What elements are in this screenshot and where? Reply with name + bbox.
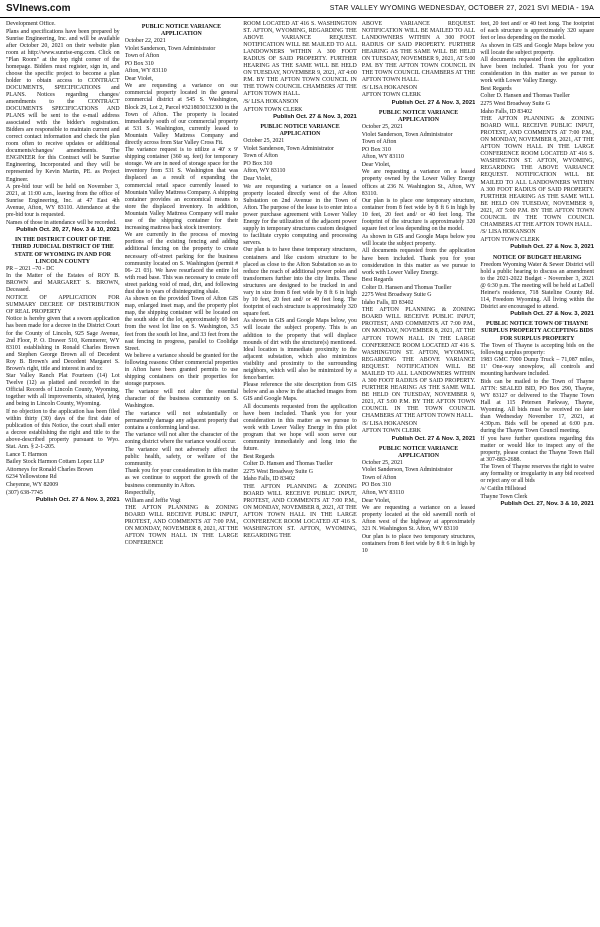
column-3	[243, 21, 357, 923]
column-2	[125, 21, 239, 923]
notice-paragraph: The Town of Thayne is accepting bids on the following surplus property:	[480, 342, 594, 356]
notice-paragraph: NOTICE OF APPLICATION FOR SUMMARY DECREE OF DISTRIBUTION OF REAL PROPERTY	[6, 294, 120, 315]
notice-paragraph: October 25, 2021	[361, 124, 403, 131]
notice-paragraph: Idaho Falls, ID 83402	[361, 299, 414, 306]
notice-paragraph: Violet Sanderson, Town Administrator	[124, 45, 216, 52]
notice-paragraph: Bailey Stock Harmon Cottam Lopez LLP	[6, 459, 104, 466]
notice-paragraph: Dear Violet,	[124, 75, 154, 82]
notice-paragraph: Town of Afton	[243, 153, 278, 160]
notice-paragraph: Cheyenne, WY 82009	[6, 482, 59, 488]
notice-paragraph: The variance will not adversely affect the public health, safety, or welfare of the community.	[124, 446, 239, 467]
notice-paragraph: feet, 20 feet and/ or 40 feet long. The footprint of each structure is approximately 320 square feet or less depending on the model.	[480, 21, 594, 42]
publish-line: Publish Oct. 27, Nov. 3 & 10, 2021	[500, 501, 594, 508]
notice-paragraph: Town of Afton	[124, 53, 160, 60]
notice-paragraph: As shown in GIS and Google Maps below you will locate the subject property.	[361, 233, 476, 247]
notice-paragraph: Thayne Town Clerk	[480, 493, 528, 500]
notice-paragraph: Plans and specifications have been prepared by Sunrise Engineering, Inc. and will be available after October 20, 2021 on their website plan room at http://www.sunrise-eng.com. Click on "Plan Room" at the top right corner of the homepage. Bidders must register, sign in, and choose the specific project to become a plan holder to obtain access to CONTRACT DOCUMENTS, SPECIFICATIONS and PLANS. Notices regarding changes/ amendments to the CONTRACT DOCUMENTS SPECIFICATIONS AND PLANS will be sent to the e-mail address associated with the bidder's registration. Bidders are responsible to maintain current and correct contact information and check the plan room often to receive updates or additional documents/changes/ amendments. The ENGINEER for this Contract will be Sunrise Engineering, Incorporated and they will be represented by Kevin Martin, PE. as Project Engineer.	[6, 28, 120, 183]
column-1	[6, 21, 120, 923]
notice-paragraph: The variance request is to utilize a 40' x 9' shipping container (360 sq. feet) for temporary storage. We are in need of storage space for the inventory from 531 S. Washington that was displaced as a result of expanding the commercial retail space currently leased to Mountain Valley Mattress Company. A shipping container provides an economical means to store the displaced inventory. In addition, Mountain Valley Mattress Company will make use of the shipping container for their increasing mattress back stock inventory.	[124, 147, 239, 231]
notice-paragraph: Freedom Wyoming Water & Sewer District will hold a public hearing to discuss an amendment to the 2021-2022 Budget - November 3, 2021 @ 6:30 p.m. The meeting will be held at LaDell Heiner's residence, 718 Stateline County Rd. 114, Freedom Wyoming. All living within the District are encouraged to attend.	[480, 261, 594, 310]
notice-paragraph: Our plan is to place one temporary structure, container from 8 feet wide by 8 ft 6 in high by 10 feet, 20 feet and/ or 40 feet long. The footprint of the structure is approximately 320 square feet or less depending on the model.	[361, 198, 476, 233]
notice-paragraph: Lance T. Harmon	[6, 451, 48, 458]
notice-paragraph: 1983 GMC 7000 Dump Truck – 71,087 miles, 11' One-way snowplow, all controls and mounting hardware included.	[480, 357, 594, 378]
notice-paragraph: As shown on the provided Town of Afton GIS map, enlarged inset map, and the property plot map, the shipping container will be located on the south side of the lot, approximately 60 feet from the west lot line on S. Washington, 3.5 feet from the south lot line, and 33 feet from the east fencing in progress, parallel to Coolidge Street.	[124, 296, 239, 352]
notice-heading: PUBLIC NOTICE VARIANCE APPLICATION	[378, 445, 459, 459]
publish-line: Publish Oct. 27 & Nov. 3, 2021	[510, 311, 594, 318]
notice-paragraph: PO Box 310	[361, 146, 391, 153]
notice-paragraph: All documents requested from the application have been included. Thank you for your consideration in this matter as we pursue to work with Lower Valley Energy in this pilot program that we hope will soon serve our community immediately and long into the future.	[243, 403, 357, 453]
notice-paragraph: Our plan is to have these temporary structures, containers and like custom structure to be placed as close to the Afton Substation so as to reduce the reach of additional power poles and transformers further into the city limits. These structures are designed to be trucked in and vary in size from 8 feet wide by 8 ft 6 in high by 10 feet, 20 feet and/ or 40 feet long. The footprint of each structure is approximately 320 square feet.	[243, 247, 357, 317]
notice-paragraph: Afton, WY 83110	[361, 490, 404, 496]
notice-paragraph: We are requesting a variance on a leased property owned by the Lower Valley Energy offices at 236 N. Washington St., Afton, WY 83110.	[361, 169, 476, 197]
site-name: SVInews.com	[6, 3, 71, 14]
notice-heading: IN THE DISTRICT COURT OF THE THIRD JUDICIAL DISTRICT OF THE STATE OF WYOMING IN AND FOR LINCOLN COUNTY	[11, 237, 114, 265]
notice-paragraph: /S/ LISA HOKANSON	[361, 420, 418, 427]
notice-paragraph: ABOVE VARIANCE REQUEST. NOTIFICATION WILL BE MAILED TO ALL LANDOWNERS WITHIN A 300 FOOT RADIUS OF SAID PROPERTY. FURTHER HEARING AS THE SAME WILL BE HELD ON TUESDAY, NOVEMBER 9, 2021, AT 5:00 P.M. BY THE AFTON TOWN COUNCIL IN THE TOWN COUNCIL CHAMBERS AT THE AFTON TOWN HALL.	[361, 21, 476, 84]
notice-paragraph: Best Regards	[243, 453, 275, 460]
notice-paragraph: The variance will not alter the essential character of the business community on S. Washington.	[124, 388, 239, 409]
publish-line: Publish Oct. 27 & Nov. 3, 2021	[391, 100, 476, 107]
notice-paragraph: Idaho Falls, ID 83402	[480, 108, 533, 115]
notice-paragraph: AFTON TOWN CLERK	[361, 428, 422, 435]
notice-paragraph: PO Box 310	[124, 60, 154, 67]
notice-paragraph: Star Valley Ranch Plat Fourteen (14) Lot Twelve (12) as platted and recorded in the Official Records of Lincoln County, Wyoming, together with all improvements, situated, lying and being in Lincoln County, Wyoming.	[6, 373, 120, 408]
notice-paragraph: Colter D. Hansen and Thomas Tueller	[243, 461, 333, 468]
notice-paragraph: Violet Sanderson, Town Administrator	[361, 467, 453, 474]
publish-line: Publish Oct. 27 & Nov. 3, 2021	[391, 435, 476, 442]
notice-paragraph: /S/ LISA HOKANSON	[243, 99, 299, 106]
notice-paragraph: Names of those in attendance will be recorded.	[6, 219, 117, 226]
notice-paragraph: THE AFTON PLANNING & ZONING BOARD WILL RECEIVE PUBLIC INPUT, PROTEST, AND COMMENTS AT 7:00 P.M., ON MONDAY, NOVEMBER 8, 2021, AT THE AFTON TOWN HALL IN THE LARGE CONFERENCE ROOM LOCATED AT 416 S. WASHINGTON ST. AFTON, WYOMING, REGARDING THE ABOVE VARIANCE REQUEST. NOTIFICATION WILL BE MAILED TO ALL LANDOWNERS WITHIN A 300 FOOT RADIUS OF SAID PROPERTY. FURTHER HEARING AS THE SAME WILL BE HELD ON TUESDAY, NOVEMBER 9, 2021, AT 5:00 P.M. BY THE AFTON TOWN COUNCIL IN THE TOWN COUNCIL CHAMBERS AT THE AFTON TOWN HALL.	[480, 116, 594, 228]
notice-paragraph: As shown in GIS and Google Maps below you will locate the subject property.	[480, 42, 594, 56]
notice-paragraph: October 25, 2021	[243, 138, 285, 145]
notice-paragraph: We are requesting a variance on a leased property located directly west of the Afton Substation on 2nd Avenue in the Town of Afton. The purpose of the lease is to enter into a power purchase agreement with Lower Valley Energy for the utilization of the adjacent power supply in temporary structures custom designed to facilitate crypto computing and processing servers.	[243, 183, 357, 246]
notice-paragraph: /S/ LISA HOKANSON	[480, 229, 536, 236]
notice-paragraph: All documents requested from the application have been included. Thank you for your consideration in this matter as we pursue to work with Lower Valley Energy.	[361, 248, 476, 276]
notice-paragraph: Attorneys for Ronald Charles Brown	[6, 466, 94, 473]
page-folio: STAR VALLEY WYOMING WEDNESDAY, OCTOBER 27, 2021 SVI MEDIA - 19A	[329, 5, 594, 12]
notice-paragraph: PR – 2021 –70 - DC	[6, 265, 55, 272]
notice-paragraph: Dear Violet,	[243, 175, 272, 182]
notice-paragraph: Best Regards	[361, 277, 394, 284]
column-5	[480, 21, 594, 923]
notice-paragraph: All documents requested from the application have been included. Thank you for your consideration in this matter as we pursue to work with Lower Valley Energy.	[480, 57, 594, 85]
notice-paragraph: October 25, 2021	[361, 459, 403, 466]
notice-paragraph: THE AFTON PLANNING & ZONING BOARD WILL RECEIVE PUBLIC INPUT, PROTEST, AND COMMENTS AT 7:00 P.M., ON MONDAY, NOVEMBER 8, 2021, AT THE AFTON TOWN HALL IN THE LARGE CONFERENCE ROOM LOCATED AT 416 S. WASHINGTON ST. AFTON, WYOMING, REGARDING THE	[243, 484, 357, 540]
publish-line: Publish Oct. 27 & Nov. 3, 2021	[35, 497, 120, 504]
notice-paragraph: Our plan is to place two temporary structures, containers from 8 feet wide by 8 ft 6 in high by 10	[361, 533, 476, 554]
notice-paragraph: /s/ Caitlin Hillstead	[480, 486, 527, 492]
notice-paragraph: 6234 Yellowstone Rd	[6, 474, 57, 481]
notice-heading: PUBLIC NOTICE TOWN OF THAYNE SURPLUS PROPERTY ACCEPTING BIDS FOR SURPLUS PROPERTY	[481, 321, 594, 342]
notice-paragraph: Afton, WY 83110	[124, 68, 167, 75]
publish-line: Publish Oct. 27 & Nov. 3, 2021	[510, 244, 594, 251]
notice-paragraph: The Town of Thayne reserves the right to waive any formality or irregularity in any bid received or reject any or all bids	[480, 464, 594, 485]
notice-paragraph: A pre-bid tour will be held on November 3, 2021, at 11:00 a.m., leaving from the office of Sunrise Engineering, Inc. at 47 East 4th Avenue, Afton, WY 83110. Attendance at the pre-bid tour is requested.	[6, 184, 120, 219]
notice-paragraph: Bids can be mailed to the Town of Thayne ATTN: SEALED BID, PO Box 290, Thayne, WY 83127 or delivered to the Thayne Town Hall at 115 Petersen Parkway, Thayne, Wyoming. All bids must be received no later than Wednesday November 17, 2021, at 4:30p.m. Bids will be opened at 6:00 p.m. during the Thayne Town Council meeting.	[480, 378, 594, 435]
notice-paragraph: Town of Afton	[361, 474, 397, 481]
notice-paragraph: William and Jeffie Vogt	[124, 497, 181, 504]
notice-paragraph: As shown in GIS and Google Maps below, you will locate the subject property. This is an addition to the property that will displace mounds of dirt with the structure(s) mentioned. Ideal location is immediate proximity to the adjacent substation, which also minimizes visibility and proximity to the surrounding neighbors, which will also be minimized by a fence/barrier.	[243, 318, 357, 381]
notice-paragraph: AFTON TOWN CLERK	[361, 92, 422, 99]
notice-paragraph: 2275 West Broadway Suite G	[480, 101, 551, 108]
notice-heading: PUBLIC NOTICE VARIANCE APPLICATION	[141, 24, 222, 38]
notice-paragraph: The variance will not substantially or permanently damage any adjacent property that contains a conforming land use.	[124, 410, 239, 431]
notice-paragraph: The variance will not alter the character of the zoning district where the variance would occur.	[124, 432, 239, 446]
notice-paragraph: Development Office.	[6, 21, 56, 27]
notice-paragraph: October 22, 2021	[124, 38, 166, 45]
notice-paragraph: Colter D. Hansen and Thomas Tueller	[361, 284, 452, 291]
notice-paragraph: (307) 638-7745	[6, 489, 43, 496]
publish-line: Publish Oct. 20, 27, Nov. 3 & 10, 2021	[16, 227, 120, 234]
notice-paragraph: /S/ LISA HOKANSON	[361, 84, 418, 91]
notice-paragraph: PO Box 310	[243, 160, 273, 167]
notice-paragraph: 2275 West Broadway Suite G	[361, 292, 432, 299]
notice-paragraph: Please reference the site description from GIS below and as show in the attached images from GIS and Google Maps.	[243, 382, 357, 403]
column-4	[362, 21, 476, 923]
notice-paragraph: We believe a variance should be granted for the following reasons: Other commercial properties in Afton have been granted permits to use shipping containers on their properties for storage purposes.	[124, 353, 239, 388]
notice-paragraph: Dear Violet,	[361, 497, 391, 504]
page-header	[0, 0, 600, 18]
notice-paragraph: PO Box 310	[361, 482, 391, 489]
notice-paragraph: We are currently in the process of moving portions of the existing fencing and adding additional fencing on the property to create necessary off-street parking for the business community located on S. Washington (permit # 06- 21 03). We have resurfaced the entire lot with road base. This was necessary to create off street parking void of mud, dirt, and following dust due to years of disintegrating shale.	[124, 232, 239, 295]
notice-paragraph: Thank you for your consideration in this matter as we continue to support the growth of the business community in Afton.	[124, 468, 239, 489]
notice-paragraph: Violet Sanderson, Town Administrator	[361, 131, 453, 138]
publish-line: Publish Oct. 27 & Nov. 3, 2021	[273, 114, 357, 121]
legal-notices-columns	[0, 18, 600, 923]
notice-paragraph: In the Matter of the Estates of ROY B. BROWN and MARGARET S. BROWN, Deceased.	[6, 273, 120, 294]
notice-paragraph: Town of Afton	[361, 139, 397, 146]
notice-paragraph: 2275 West Broadway Suite G	[243, 468, 313, 475]
notice-heading: PUBLIC NOTICE VARIANCE APPLICATION	[378, 110, 459, 124]
notice-paragraph: Notice is hereby given that a sworn application has been made for a decree in the District Court for the County of Lincoln, 925 Sage Avenue, 2nd Floor, P. O. Drawer 510, Kemmerer, WY 83101 establishing in Ronald Charles Brown and Stephen George Brown all of Decedent Roy B. Brown's and Decedent Margaret S. Brown's right, title and interest in and to:	[6, 316, 120, 372]
notice-paragraph: Violet Sanderson, Town Administrator	[243, 145, 334, 152]
notice-paragraph: Idaho Falls, ID 83402	[243, 476, 295, 483]
notice-paragraph: If no objection to the application has been filed within thirty (30) days of the first date of publication of this Notice, the court shall enter a decree establishing the right and title to the above-described property pursuant to Wyo. Stat. Ann. § 2-1-205.	[6, 409, 120, 451]
notice-paragraph: Best Regards	[480, 85, 512, 92]
notice-paragraph: Afton, WY 83110	[361, 154, 404, 161]
notice-paragraph: Respectfully,	[124, 490, 156, 497]
notice-paragraph: Afton, WY 83110	[243, 168, 286, 175]
notice-paragraph: We are requesting a variance on our commercial property located in the general commercial district at 545 S. Washington, Block 29, Lot 2, Parcel #3218030132300 in the Town of Afton. The property is located immediately south of our commercial property at 531 S. Washington, currently leased to Mountain Valley Mattress Company and directly across from Star Valley Cross Fit.	[124, 83, 239, 146]
notice-paragraph: AFTON TOWN CLERK	[480, 236, 540, 243]
notice-paragraph: We are requesting a variance on a leased property located at the old sawmill north of Afton west of the highway at approximately 321 N. Washington St. Afton, WY 83110	[361, 505, 476, 533]
notice-paragraph: THE AFTON PLANNING & ZONING BOARD WILL RECEIVE PUBLIC INPUT, PROTEST, AND COMMENTS AT 7:00 P.M., ON MONDAY, NOVEMBER 8, 2021, AT THE AFTON TOWN HALL IN THE LARGE CONFERENCE ROOM LOCATED AT 416 S. WASHINGTON ST. AFTON, WYOMING, REGARDING THE ABOVE VARIANCE REQUEST. NOTIFICATION WILL BE MAILED TO ALL LANDOWNERS WITHIN A 300 FOOT RADIUS OF SAID PROPERTY. FURTHER HEARING AS THE SAME WILL BE HELD ON TUESDAY, NOVEMBER 9, 2021, AT 5:00 P.M. BY THE AFTON TOWN COUNCIL IN THE TOWN COUNCIL CHAMBERS AT THE AFTON TOWN HALL.	[361, 307, 476, 420]
notice-paragraph: AFTON TOWN CLERK	[243, 106, 303, 113]
notice-paragraph: If you have further questions regarding this matter or would like to inspect any of the property, please contact the Thayne Town Hall at 307-883-2688.	[480, 435, 594, 463]
notice-paragraph: ROOM LOCATED AT 416 S. WASHINGTON ST. AFTON, WYOMING, REGARDING THE ABOVE VARIANCE REQUEST. NOTIFICATION WILL BE MAILED TO ALL LANDOWNERS WITHIN A 300 FOOT RADIUS OF SAID PROPERTY. FURTHER HEARING AS THE SAME WILL BE HELD ON TUESDAY, NOVEMBER 9, 2021, AT 4:00 P.M. BY THE AFTON TOWN COUNCIL IN THE TOWN COUNCIL CHAMBERS AT THE AFTON TOWN HALL.	[243, 21, 357, 98]
notice-paragraph: Dear Violet,	[361, 161, 391, 168]
notice-heading: PUBLIC NOTICE VARIANCE APPLICATION	[260, 124, 340, 138]
notice-paragraph: Colter D. Hansen and Thomas Tueller	[480, 93, 570, 100]
notice-paragraph: THE AFTON PLANNING & ZONING BOARD WILL RECEIVE PUBLIC INPUT, PROTEST, AND COMMENTS AT 7:00 P.M., ON MONDAY, NOVEMBER 8, 2021, AT THE AFTON TOWN HALL IN THE LARGE CONFERENCE	[124, 505, 239, 547]
notice-heading: NOTICE OF BUDGET HEARING	[492, 254, 582, 261]
